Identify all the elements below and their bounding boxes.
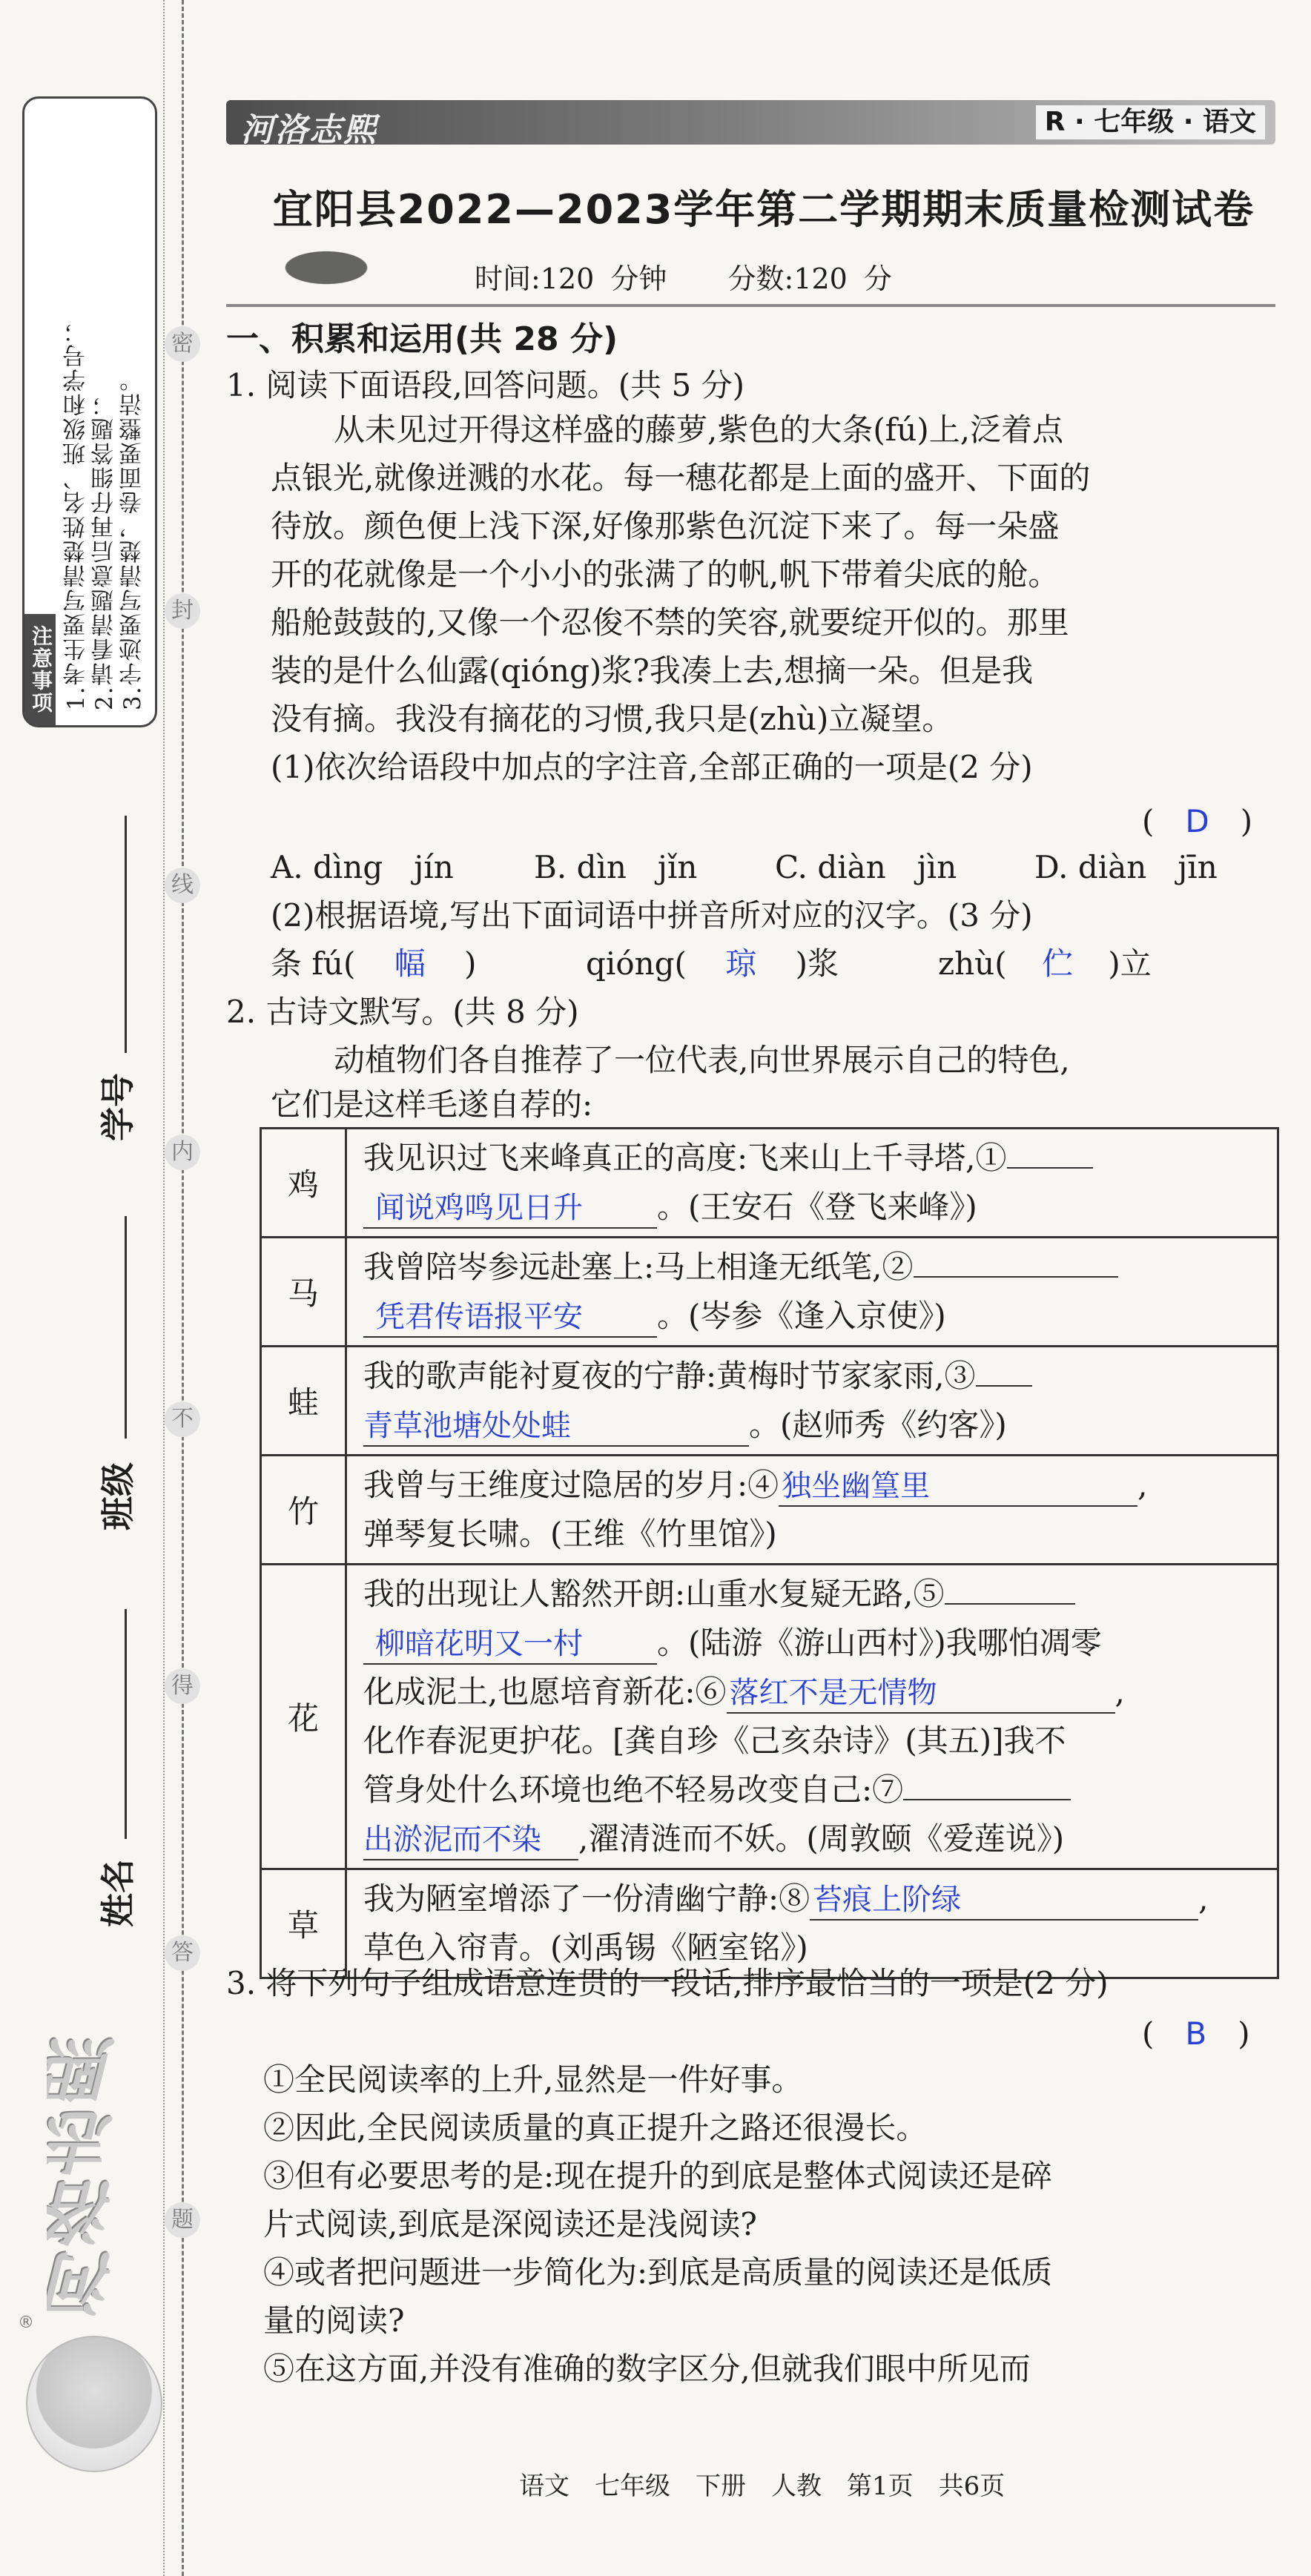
class-field[interactable] <box>125 1216 127 1439</box>
row-text: 化作春泥更护花。[龚自珍《己亥杂诗》(其五)]我不 <box>363 1723 1066 1759</box>
horse-icon <box>245 241 393 300</box>
table-row <box>261 1238 1278 1347</box>
q1-sub1-answer-box[interactable]: ( D ) <box>1142 803 1253 839</box>
pinyin-answer[interactable]: 琼 <box>725 945 757 982</box>
pinyin-answer[interactable]: 伫 <box>1041 945 1073 982</box>
pinyin-answer[interactable]: 幅 <box>394 945 426 982</box>
q3-sentence: ②因此,全民阅读质量的真正提升之路还很漫长。 <box>263 2110 928 2146</box>
notice-title: 注意事项 <box>24 614 56 725</box>
seal-char: 线 <box>165 868 200 903</box>
answer-blank[interactable] <box>945 1603 1075 1605</box>
answer-blank[interactable] <box>363 1188 657 1229</box>
notice-list <box>63 113 148 710</box>
q3-sentence: ⑤在这方面,并没有准确的数字区分,但就我们眼中所见而 <box>263 2351 1031 2387</box>
table-row <box>261 1129 1278 1238</box>
poem-answer: 柳暗花明又一村 <box>375 1627 583 1661</box>
grade-tag: R · 七年级 · 语文 <box>1036 105 1265 139</box>
q3-sentence: 量的阅读? <box>263 2302 405 2339</box>
brand-logo-vertical: 河洛志熙 <box>47 2034 127 2319</box>
student-id-label: 学号 <box>98 1073 138 1141</box>
row-text: 。(岑参《逢入京使》) <box>657 1298 946 1334</box>
row-text: , <box>1198 1880 1209 1917</box>
pinyin-item <box>586 942 839 986</box>
pinyin-suffix: )立 <box>1108 945 1152 982</box>
answer-blank[interactable] <box>363 1624 657 1665</box>
class-label: 班级 <box>98 1462 138 1530</box>
passage-line: 从未见过开得这样盛的藤萝,紫色的大条(fú)上,泛着点 <box>334 412 1064 448</box>
poem-answer: 出淤泥而不染 <box>363 1823 541 1857</box>
q2-intro-line: 它们是这样毛遂自荐的: <box>271 1086 593 1123</box>
pinyin-prefix: 条 fú( <box>271 945 356 982</box>
answer-blank[interactable] <box>363 1297 657 1338</box>
student-id-field[interactable] <box>125 816 127 1053</box>
passage-line: 待放。颜色便上浅下深,好像那紫色沉淀下来了。每一朵盛 <box>271 508 1060 544</box>
binding-stripe <box>163 0 168 2576</box>
horse-logo-icon <box>26 2336 162 2472</box>
poem-answer: 落红不是无情物 <box>729 1676 937 1710</box>
row-text: 管身处什么环境也绝不轻易改变自己:⑦ <box>363 1771 904 1808</box>
seal-char: 不 <box>165 1401 200 1437</box>
q3-stem: 3. 将下列句子组成语意连贯的一段话,排序最恰当的一项是(2 分) <box>226 1965 1109 2001</box>
row-text: 化成泥土,也愿培育新花:⑥ <box>363 1674 727 1710</box>
poem-answer: 凭君传语报平安 <box>375 1300 583 1334</box>
row-content <box>346 1347 1278 1456</box>
poem-table <box>260 1127 1279 1979</box>
notice-item: 2.请看清题意后再仔细答题； <box>91 392 118 710</box>
q2-stem: 2. 古诗文默写。(共 8 分) <box>226 994 579 1030</box>
q1-stem: 1. 阅读下面语段,回答问题。(共 5 分) <box>226 367 744 403</box>
answer-blank[interactable] <box>779 1466 1137 1507</box>
row-content <box>346 1129 1278 1238</box>
passage-line: 开的花就像是一个小小的张满了的帆,帆下带着尖底的舱。 <box>271 556 1060 592</box>
row-content <box>346 1238 1278 1347</box>
seal-char: 封 <box>165 593 200 629</box>
pinyin-suffix: ) <box>464 945 477 982</box>
poem-answer: 青草池塘处处蛙 <box>363 1409 571 1443</box>
answer-blank[interactable] <box>810 1880 1198 1921</box>
exam-score: 分数:120 分 <box>727 262 892 295</box>
poem-answer: 独坐幽篁里 <box>782 1469 931 1503</box>
header-rule <box>226 304 1275 307</box>
row-text: 我的歌声能衬夏夜的宁静:黄梅时节家家雨,③ <box>363 1358 976 1394</box>
q2-intro-line: 动植物们各自推荐了一位代表,向世界展示自己的特色, <box>334 1042 1070 1078</box>
brand-logo: 河洛志熙 <box>241 111 377 149</box>
row-text: 我见识过飞来峰真正的高度:飞来山上千寻塔,① <box>363 1140 1007 1176</box>
row-text: 。(王安石《登飞来峰》) <box>657 1189 977 1225</box>
q3-answer-box[interactable]: ( B ) <box>1142 2015 1250 2052</box>
pinyin-item <box>938 942 1152 986</box>
notice-item: 3.字迹要写清楚，卷面要整洁。 <box>119 367 146 710</box>
seal-char: 密 <box>165 326 200 362</box>
table-row <box>261 1347 1278 1456</box>
poem-answer: 闻说鸡鸣见日升 <box>375 1191 583 1225</box>
option-d: D. diàn jīn <box>1034 849 1218 885</box>
row-content <box>346 1565 1278 1869</box>
header-bar <box>226 100 1275 149</box>
q3-sentence: ④或者把问题进一步简化为:到底是高质量的阅读还是低质 <box>263 2254 1053 2291</box>
answer-blank[interactable] <box>914 1276 1118 1278</box>
row-subject: 蛙 <box>261 1347 346 1456</box>
row-content <box>346 1456 1278 1565</box>
pinyin-suffix: )浆 <box>795 945 839 982</box>
row-text: 我曾与王维度过隐居的岁月:④ <box>363 1467 779 1503</box>
pinyin-prefix: zhù( <box>938 945 1007 982</box>
cut-line <box>182 0 184 2576</box>
row-subject: 草 <box>261 1869 346 1978</box>
pinyin-item <box>271 942 476 986</box>
poem-answer: 苔痕上阶绿 <box>813 1883 962 1917</box>
q3-sentence: ③但有必要思考的是:现在提升的到底是整体式阅读还是碎 <box>263 2158 1053 2194</box>
seal-char: 题 <box>165 2202 200 2238</box>
notice-box <box>22 96 157 727</box>
answer-blank[interactable] <box>727 1673 1115 1714</box>
passage-line: 装的是什么仙露(qióng)浆?我凑上去,想摘一朵。但是我 <box>271 653 1034 689</box>
name-field[interactable] <box>125 1609 127 1839</box>
row-text: 。(赵师秀《约客》) <box>749 1407 1007 1443</box>
passage-line: 点银光,就像迸溅的水花。每一穗花都是上面的盛开、下面的 <box>271 460 1091 496</box>
q1-sub1-answer: D <box>1185 803 1209 839</box>
row-text: 我的出现让人豁然开朗:山重水复疑无路,⑤ <box>363 1576 945 1612</box>
passage-line: 船舱鼓鼓的,又像一个忍俊不禁的笑容,就要绽开似的。那里 <box>271 604 1069 641</box>
table-row <box>261 1456 1278 1565</box>
answer-blank[interactable] <box>976 1385 1032 1387</box>
name-label: 姓名 <box>98 1859 138 1927</box>
exam-meta <box>475 256 937 297</box>
section-heading: 一、积累和运用(共 28 分) <box>226 320 618 358</box>
q3-answer: B <box>1185 2015 1207 2052</box>
answer-blank[interactable] <box>363 1820 578 1860</box>
q3-sentence: ①全民阅读率的上升,显然是一件好事。 <box>263 2061 803 2098</box>
registered-mark: ® <box>18 2314 34 2332</box>
row-text: 弹琴复长啸。(王维《竹里馆》) <box>363 1516 777 1552</box>
row-text: 草色入帘青。(刘禹锡《陋室铭》) <box>363 1929 808 1966</box>
exam-title: 宜阳县2022—2023学年第二学期期末质量检测试卷 <box>272 186 1255 233</box>
row-text: , <box>1114 1674 1125 1710</box>
pinyin-prefix: qióng( <box>586 945 687 982</box>
option-c: C. diàn jìn <box>775 849 957 885</box>
row-text: ,濯清涟而不妖。(周敦颐《爱莲说》) <box>578 1820 1065 1857</box>
answer-blank[interactable] <box>903 1799 1071 1800</box>
row-subject: 花 <box>261 1565 346 1869</box>
row-subject: 竹 <box>261 1456 346 1565</box>
q1-sub2-stem: (2)根据语境,写出下面词语中拼音所对应的汉字。(3 分) <box>271 897 1033 934</box>
option-a: A. dìng jín <box>271 849 454 885</box>
q3-sentence: 片式阅读,到底是深阅读还是浅阅读? <box>263 2206 757 2242</box>
row-subject: 马 <box>261 1238 346 1347</box>
seal-char: 得 <box>165 1668 200 1704</box>
row-text: 。(陆游《游山西村》)我哪怕凋零 <box>657 1625 1102 1661</box>
seal-char: 答 <box>165 1935 200 1971</box>
option-b: B. dìn jǐn <box>534 849 698 885</box>
passage-line: 没有摘。我没有摘花的习惯,我只是(zhù)立凝望。 <box>271 701 954 737</box>
row-text: 我为陋室增添了一份清幽宁静:⑧ <box>363 1880 810 1917</box>
answer-blank[interactable] <box>1007 1167 1093 1169</box>
q1-sub1-stem: (1)依次给语段中加点的字注音,全部正确的一项是(2 分) <box>271 749 1033 785</box>
table-row <box>261 1565 1278 1869</box>
row-text: 我曾陪岑参远赴塞上:马上相逢无纸笔,② <box>363 1249 914 1285</box>
seal-char: 内 <box>165 1135 200 1170</box>
row-text: , <box>1137 1467 1148 1503</box>
page-footer: 语文 七年级 下册 人教 第1页 共6页 <box>519 2471 1005 2501</box>
exam-time: 时间:120 分钟 <box>475 262 667 295</box>
answer-blank[interactable] <box>363 1406 749 1447</box>
notice-item: 1.考生要写清楚姓名、班级和学号； <box>63 318 90 710</box>
row-subject: 鸡 <box>261 1129 346 1238</box>
